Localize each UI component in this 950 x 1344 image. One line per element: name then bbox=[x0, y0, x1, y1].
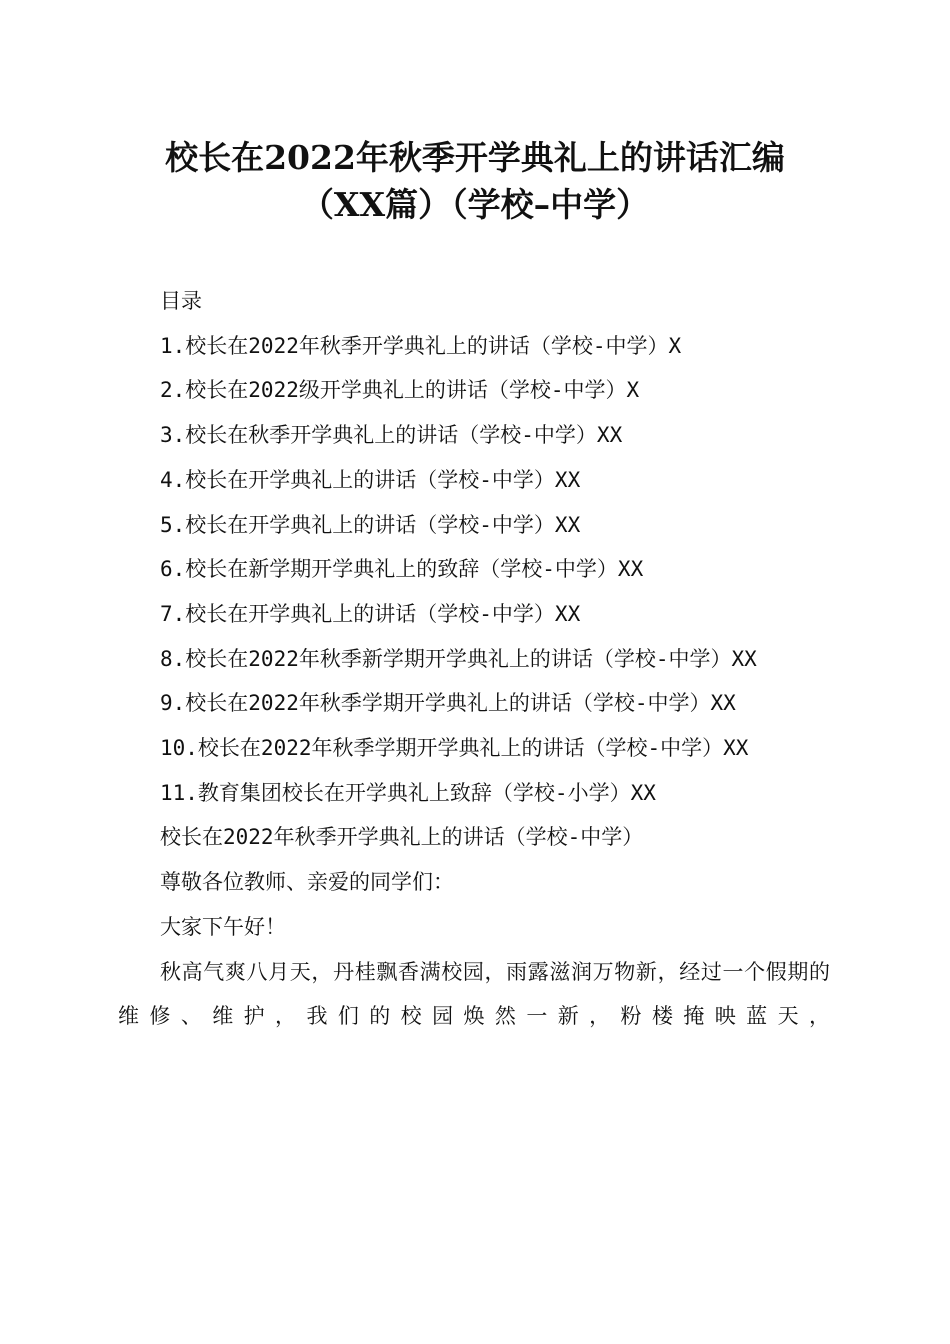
toc-item-3: 3.校长在秋季开学典礼上的讲话（学校-中学）XX bbox=[160, 423, 623, 448]
document-title-line-2: （XX篇）（学校–中学） bbox=[300, 185, 650, 224]
toc-item-2: 2.校长在2022级开学典礼上的讲话（学校-中学）X bbox=[160, 378, 640, 403]
toc-item-8: 8.校长在2022年秋季新学期开学典礼上的讲话（学校-中学）XX bbox=[160, 646, 757, 671]
toc-item-4: 4.校长在开学典礼上的讲话（学校-中学）XX bbox=[160, 467, 581, 492]
salutation: 尊敬各位教师、亲爱的同学们： bbox=[160, 870, 454, 895]
toc-heading: 目录 bbox=[160, 289, 202, 313]
speech-title: 校长在2022年秋季开学典礼上的讲话（学校-中学） bbox=[160, 825, 644, 850]
toc-item-1: 1.校长在2022年秋季开学典礼上的讲话（学校-中学）X bbox=[160, 333, 682, 358]
toc-item-10: 10.校长在2022年秋季学期开学典礼上的讲话（学校-中学）XX bbox=[160, 736, 749, 761]
paragraph-1: 秋高气爽八月天，丹桂飘香满校园，雨露滋润万物新，经过一个假期的维修、维护，我们的校园焕然一新，粉楼掩映蓝天， bbox=[118, 959, 830, 1029]
toc-item-7: 7.校长在开学典礼上的讲话（学校-中学）XX bbox=[160, 601, 581, 626]
toc-item-9: 9.校长在2022年秋季学期开学典礼上的讲话（学校-中学）XX bbox=[160, 691, 736, 716]
toc-item-6: 6.校长在新学期开学典礼上的致辞（学校-中学）XX bbox=[160, 557, 644, 582]
greeting: 大家下午好！ bbox=[160, 914, 286, 939]
toc-item-11: 11.教育集团校长在开学典礼上致辞（学校-小学）XX bbox=[160, 780, 656, 805]
toc-item-5: 5.校长在开学典礼上的讲话（学校-中学）XX bbox=[160, 512, 581, 537]
document-title-line-1: 校长在2022年秋季开学典礼上的讲话汇编 bbox=[165, 138, 785, 177]
document-body bbox=[118, 279, 830, 1039]
